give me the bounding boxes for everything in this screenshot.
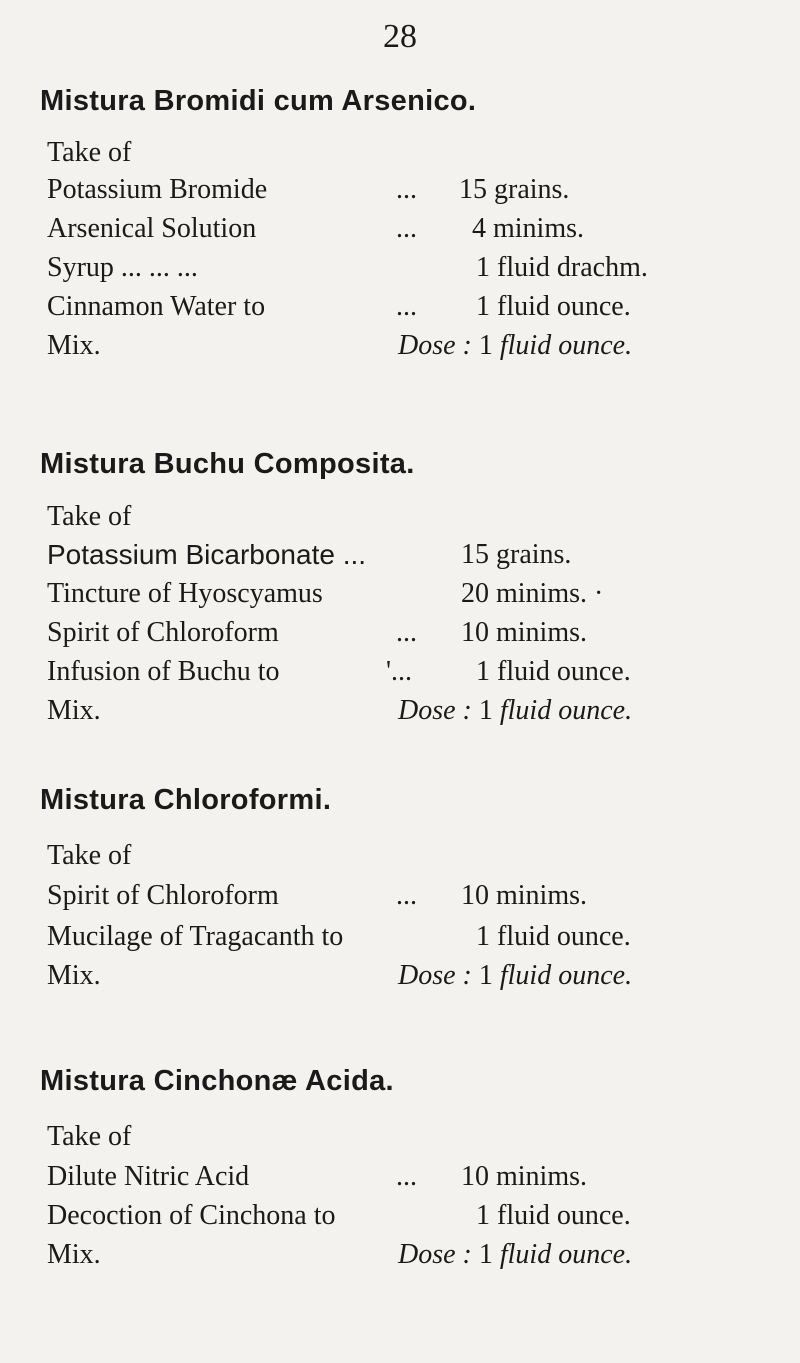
ingredient-name: Arsenical Solution [47,213,257,244]
leader-dots: '... [386,656,413,687]
ingredient-name: Potassium Bicarbonate ... [47,539,367,570]
ingredient-row [0,656,800,696]
ingredient-row [0,617,800,657]
ingredient-name: Dilute Nitric Acid [47,1161,250,1192]
ingredient-quantity: 1 fluid ounce. [476,656,631,687]
dose-line [398,1239,632,1271]
dose-label: Dose : [398,960,472,991]
ingredient-quantity: 15 grains. [461,539,572,570]
ingredient-name: Syrup ... ... ... [47,252,198,283]
ingredient-quantity: 1 fluid ounce. [476,291,631,322]
recipe-title: Mistura Cinchonæ Acida. [40,1065,394,1097]
dose-line [398,330,632,362]
ingredient-row [0,1161,800,1201]
take-of-label: Take of [47,501,132,532]
dose-number: 1 [478,330,493,361]
dose-amount: fluid ounce. [499,695,633,726]
leader-dots: ... [396,1161,417,1192]
recipe-title: Mistura Chloroformi. [40,784,332,816]
dose-amount: fluid ounce. [499,1239,633,1270]
take-of-label: Take of [47,1121,132,1152]
leader-dots: ... [396,291,417,322]
dose-number: 1 [478,695,493,726]
ingredient-name: Infusion of Buchu to [47,656,280,687]
dose-line [398,960,632,992]
take-of-label: Take of [47,137,132,168]
leader-dots: ... [396,174,417,205]
ingredient-row [0,921,800,961]
ingredient-name: Spirit of Chloroform [47,617,279,648]
ingredient-row [0,291,800,331]
leader-dots: ... [396,880,417,911]
dose-number: 1 [478,1239,493,1270]
mix-label: Mix. [47,330,101,361]
ingredient-name: Tincture of Hyoscyamus [47,578,323,609]
ingredient-name: Spirit of Chloroform [47,880,279,911]
ingredient-row [0,880,800,920]
dose-label: Dose : [398,1239,472,1270]
dose-amount: fluid ounce. [499,960,633,991]
ingredient-row [0,252,800,292]
dose-amount: fluid ounce. [499,330,633,361]
dose-line [398,695,632,727]
ingredient-quantity: 10 minims. [461,1161,588,1192]
ingredient-row [0,174,800,214]
ingredient-row [0,1200,800,1240]
page-number: 28 [383,18,417,55]
ingredient-quantity: 20 minims. · [461,578,604,609]
dose-label: Dose : [398,695,472,726]
ingredient-name: Mucilage of Tragacanth to [47,921,344,952]
ingredient-quantity: 10 minims. [461,880,588,911]
ingredient-quantity: 1 fluid ounce. [476,1200,631,1231]
recipe-title: Mistura Bromidi cum Arsenico. [40,85,477,117]
ingredient-name: Potassium Bromide [47,174,268,205]
ingredient-quantity: 1 fluid drachm. [476,252,648,283]
ingredient-name: Cinnamon Water to [47,291,266,322]
ingredient-quantity: 10 minims. [461,617,588,648]
ingredient-quantity: 1 fluid ounce. [476,921,631,952]
ingredient-row [0,539,800,579]
ingredient-name: Decoction of Cinchona to [47,1200,336,1231]
recipe-title: Mistura Buchu Composita. [40,448,415,480]
take-of-label: Take of [47,840,132,871]
dose-label: Dose : [398,330,472,361]
mix-label: Mix. [47,1239,101,1270]
leader-dots: ... [396,617,417,648]
ingredient-row [0,578,800,618]
mix-label: Mix. [47,960,101,991]
dose-number: 1 [478,960,493,991]
ingredient-row [0,213,800,253]
ingredient-quantity: 15 grains. [459,174,570,205]
ingredient-quantity: 4 minims. [472,213,585,244]
mix-label: Mix. [47,695,101,726]
leader-dots: ... [396,213,417,244]
